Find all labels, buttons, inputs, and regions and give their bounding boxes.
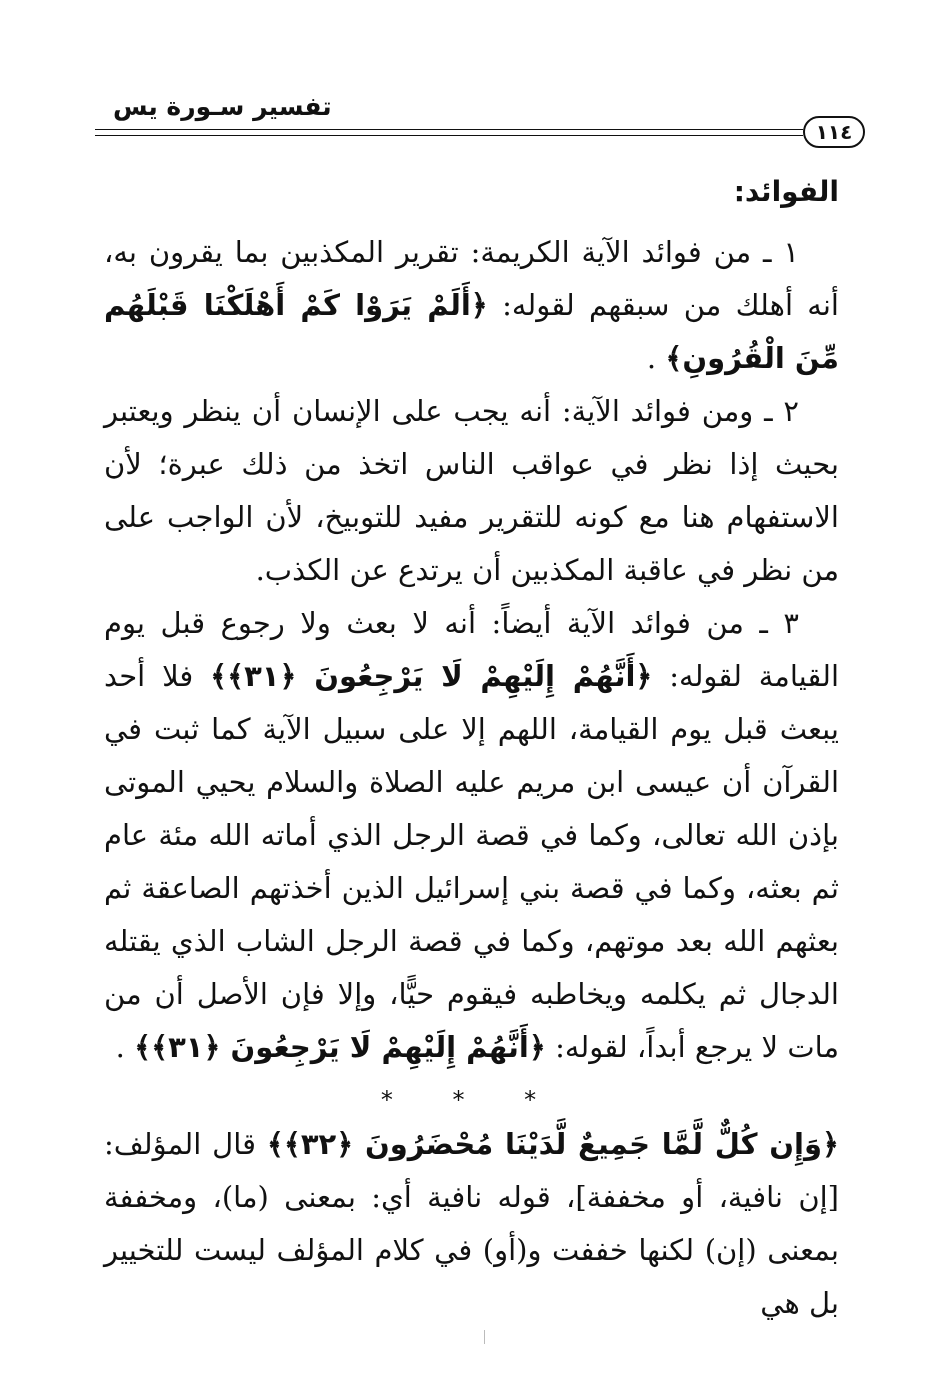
verse-32-text: قال المؤلف: [إن نافية، أو مخففة]، قوله نافية أي: بمعنى (ما)، ومخففة بمعنى (إن) لكنها خففت و(أو) في كلام المؤلف ليست للتخيير بل هي — [104, 1127, 839, 1320]
benefit-paragraph-3 — [104, 597, 839, 1074]
page-number: ١١٤ — [803, 116, 865, 148]
benefit-1-end: . — [646, 341, 657, 375]
section-separator: * * * — [380, 1086, 563, 1114]
header-rule-top — [95, 129, 803, 130]
quran-verse: ﴿أَنَّهُمْ إِلَيْهِمْ لَا يَرْجِعُونَ ﴿٣١﴾﴾ — [134, 1030, 546, 1064]
benefit-paragraph-1 — [104, 226, 839, 385]
header-rule-bottom — [95, 135, 803, 136]
running-title: تفسير سـورة يس — [113, 92, 332, 121]
page-body — [104, 168, 839, 1330]
bottom-tick — [484, 1330, 486, 1344]
benefit-2-text: ٢ ـ ومن فوائد الآية: أنه يجب على الإنسان أن ينظر ويعتبر بحيث إذا نظر في عواقب الناس اتخذ من ذلك عبرة؛ لأن الاستفهام هنا مع كونه للتقرير مفيد للتوبيخ، لأن الواجب على من نظر في عاقبة المكذبين أن يرتدع عن الكذب. — [104, 394, 839, 587]
benefit-paragraph-2 — [104, 385, 839, 597]
quran-verse: ﴿أَنَّهُمْ إِلَيْهِمْ لَا يَرْجِعُونَ ﴿٣١﴾﴾ — [210, 659, 653, 693]
benefit-3-end: . — [115, 1030, 125, 1064]
benefit-1-text: ١ ـ من فوائد الآية الكريمة: تقرير المكذبين بما يقرون به، أنه أهلك من سبقهم لقوله: — [104, 235, 839, 322]
section-heading: الفوائد: — [733, 175, 839, 208]
quran-verse: ﴿وَإِن كُلٌّ لَّمَّا جَمِيعٌ لَّدَيْنَا مُحْضَرُونَ ﴿٣٢﴾﴾ — [266, 1127, 839, 1161]
verse-32-commentary — [104, 1118, 839, 1330]
benefit-3-text-continued: فلا أحد يبعث قبل يوم القيامة، اللهم إلا على سبيل الآية كما ثبت في القرآن أن عيسى ابن مريم عليه الصلاة والسلام يحيي الموتى بإذن الله تعالى، وكما في قصة الرجل الذي أماته الله مئة عام ثم بعثه، وكما في قصة بني إسرائيل الذين أخذتهم الصاعقة ثم بعثهم الله بعد موتهم، وكما في قصة الرجل الشاب الذي يقتله الدجال ثم يكلمه ويخاطبه فيقوم حيًّا، وإلا فإن الأصل أن من مات لا يرجع أبداً، لقوله: — [104, 659, 839, 1064]
benefit-3-text: ٣ ـ من فوائد الآية أيضاً: أنه لا بعث ولا رجوع قبل يوم القيامة لقوله: — [104, 606, 839, 693]
quran-verse: ﴿أَلَمْ يَرَوْا كَمْ أَهْلَكْنَا قَبْلَهُم مِّنَ الْقُرُونِ﴾ — [104, 288, 839, 375]
page-header — [95, 84, 865, 154]
